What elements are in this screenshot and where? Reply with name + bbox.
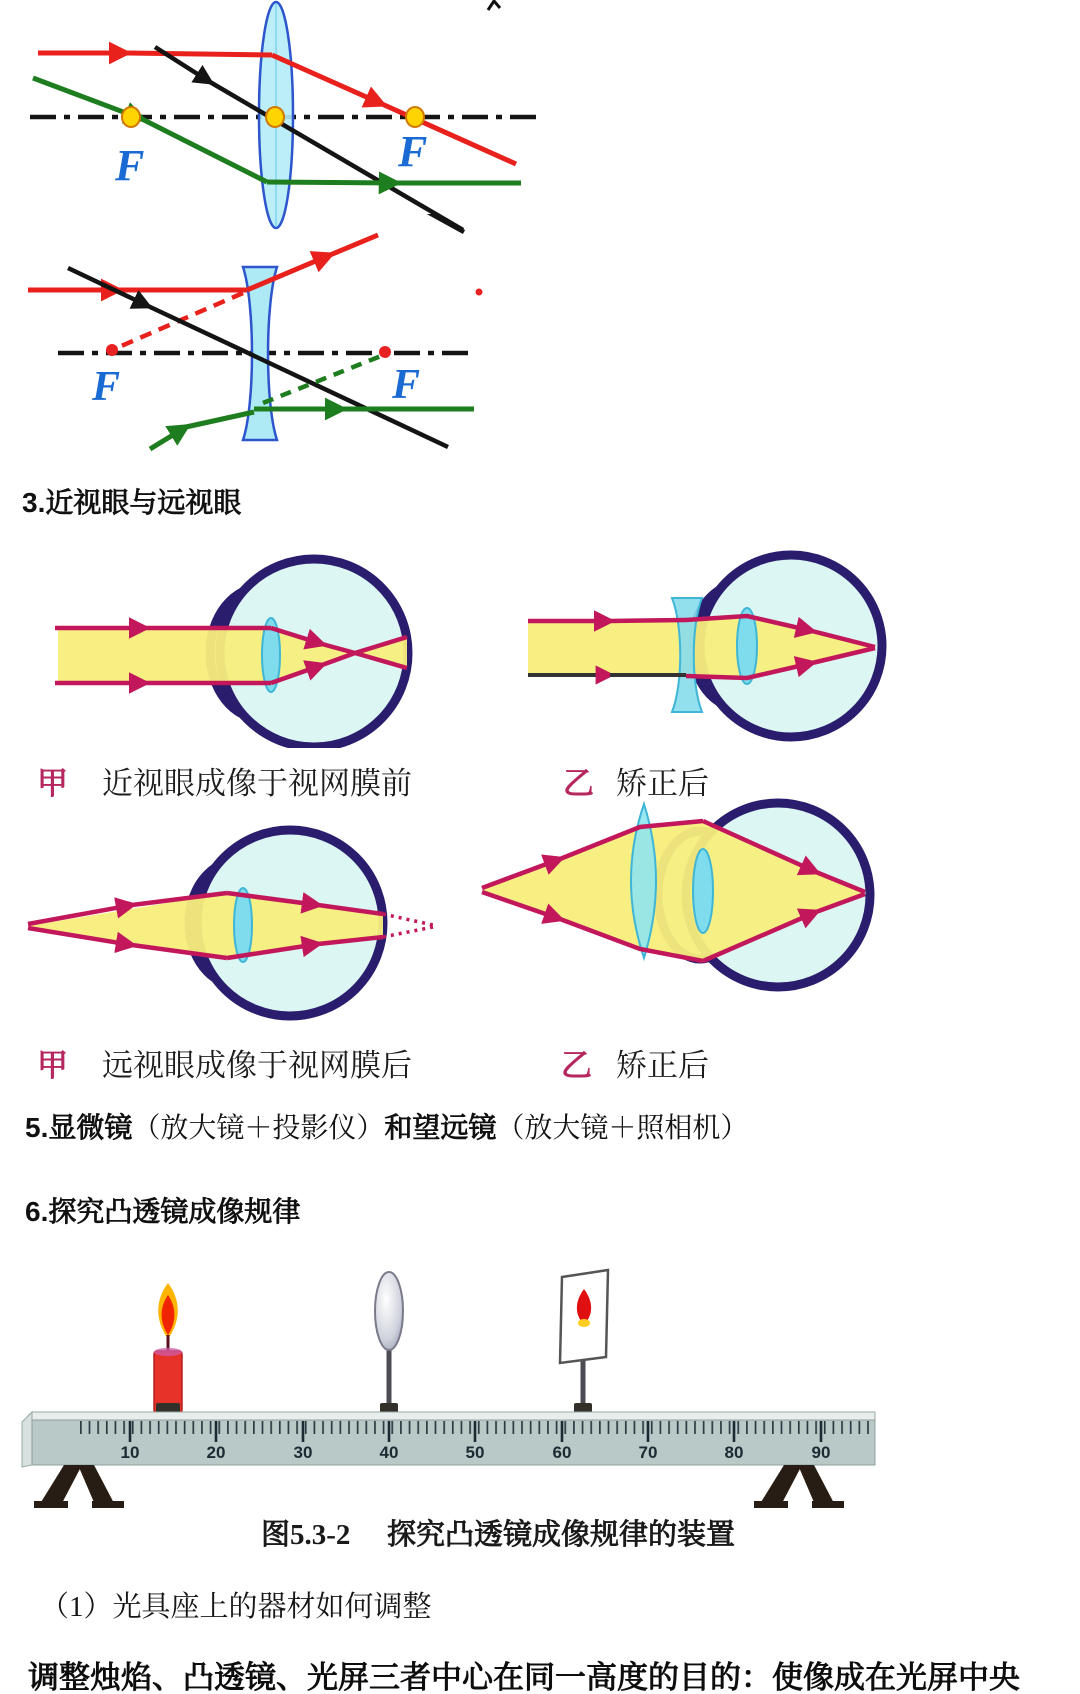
focal-point-dot-right bbox=[406, 107, 424, 127]
convex-lens-on-bench bbox=[375, 1272, 403, 1416]
eyeball-myopia bbox=[55, 559, 408, 747]
section5-normal1: （放大镜＋投影仪） bbox=[132, 1112, 385, 1143]
lens-glass bbox=[375, 1272, 403, 1350]
screen-image-base bbox=[578, 1319, 590, 1327]
black-ray-continuation bbox=[424, 214, 464, 232]
section5-normal2: （放大镜＋照相机） bbox=[496, 1112, 749, 1143]
bench-leg-left bbox=[34, 1465, 124, 1508]
label-yi: 乙 bbox=[563, 766, 594, 801]
ruler-tick-label: 30 bbox=[293, 1443, 313, 1462]
focal-point-dot-left bbox=[106, 344, 118, 356]
section5-heading bbox=[25, 1106, 748, 1146]
focal-point-dot-left bbox=[122, 107, 140, 127]
crystalline-lens bbox=[234, 888, 252, 962]
candle-top-rim bbox=[154, 1348, 182, 1356]
answer-line: 调整烛焰、凸透镜、光屏三者中心在同一高度的目的：使像成在光屏中央 bbox=[28, 1660, 1020, 1694]
bench-top-highlight bbox=[32, 1412, 875, 1420]
ruler-tick-label: 80 bbox=[724, 1443, 744, 1462]
fig-title: 探究凸透镜成像规律的装置 bbox=[387, 1519, 736, 1551]
eyeball-hyperopia-corrected bbox=[482, 803, 870, 987]
image-screen bbox=[560, 1270, 608, 1416]
section3-heading: 3.近视眼与远视眼 bbox=[22, 487, 242, 518]
section6-heading: 6.探究凸透镜成像规律 bbox=[25, 1196, 301, 1227]
dotted-extension-upper bbox=[383, 914, 433, 925]
ruler-tick-label: 20 bbox=[206, 1443, 226, 1462]
eyeball-hyperopia bbox=[28, 830, 433, 1016]
section5-bold2: 和望远镜 bbox=[384, 1112, 497, 1143]
caption-row2 bbox=[0, 1040, 900, 1083]
label-jia: 甲 bbox=[37, 766, 68, 801]
f-label-left: F bbox=[92, 364, 121, 410]
ray-diagram-concave bbox=[0, 214, 540, 454]
bench-ruler bbox=[22, 1412, 875, 1467]
artifact-dot bbox=[476, 289, 483, 296]
f-label-left: F bbox=[115, 141, 145, 190]
ruler-tick-label: 60 bbox=[552, 1443, 572, 1462]
section5-bold1: 5.显微镜 bbox=[25, 1112, 133, 1143]
green-dashed-ray bbox=[263, 356, 381, 403]
f-label-right: F bbox=[398, 127, 428, 176]
ray-diagram-convex bbox=[0, 0, 540, 231]
label-jia: 甲 bbox=[37, 1048, 68, 1083]
dotted-extension-lower bbox=[383, 927, 433, 937]
question-1: （1）光具座上的器材如何调整 bbox=[40, 1591, 432, 1623]
caption-hyperopia: 远视眼成像于视网膜后 bbox=[102, 1048, 412, 1083]
cropped-glyph-artifact bbox=[486, 0, 502, 12]
focal-point-dots bbox=[106, 289, 483, 359]
ruler-tick-label: 50 bbox=[465, 1443, 485, 1462]
optical-bench-figure bbox=[20, 1245, 900, 1511]
ruler-tick-label: 90 bbox=[811, 1443, 831, 1462]
ruler-tick-label: 70 bbox=[638, 1443, 658, 1462]
ruler-tick-label: 10 bbox=[120, 1443, 140, 1462]
bench-leg-right bbox=[754, 1465, 844, 1508]
f-label-right: F bbox=[392, 362, 421, 408]
caption-corrected: 矫正后 bbox=[616, 1048, 709, 1083]
eyeball-myopia-corrected bbox=[528, 555, 882, 737]
crystalline-lens bbox=[693, 849, 713, 933]
fig-number: 图5.3-2 bbox=[261, 1519, 351, 1551]
lens-center-dot bbox=[266, 107, 284, 127]
caption-myopia: 近视眼成像于视网膜前 bbox=[102, 766, 412, 801]
label-yi: 乙 bbox=[561, 1048, 592, 1083]
eye-figure-row1 bbox=[0, 548, 900, 748]
caption-corrected: 矫正后 bbox=[616, 766, 709, 801]
ruler-tick-label: 40 bbox=[379, 1443, 399, 1462]
bench-endcap bbox=[22, 1412, 32, 1467]
candle bbox=[154, 1283, 182, 1416]
focal-point-dot-right bbox=[379, 346, 391, 358]
eye-figure-row2 bbox=[0, 790, 900, 1022]
